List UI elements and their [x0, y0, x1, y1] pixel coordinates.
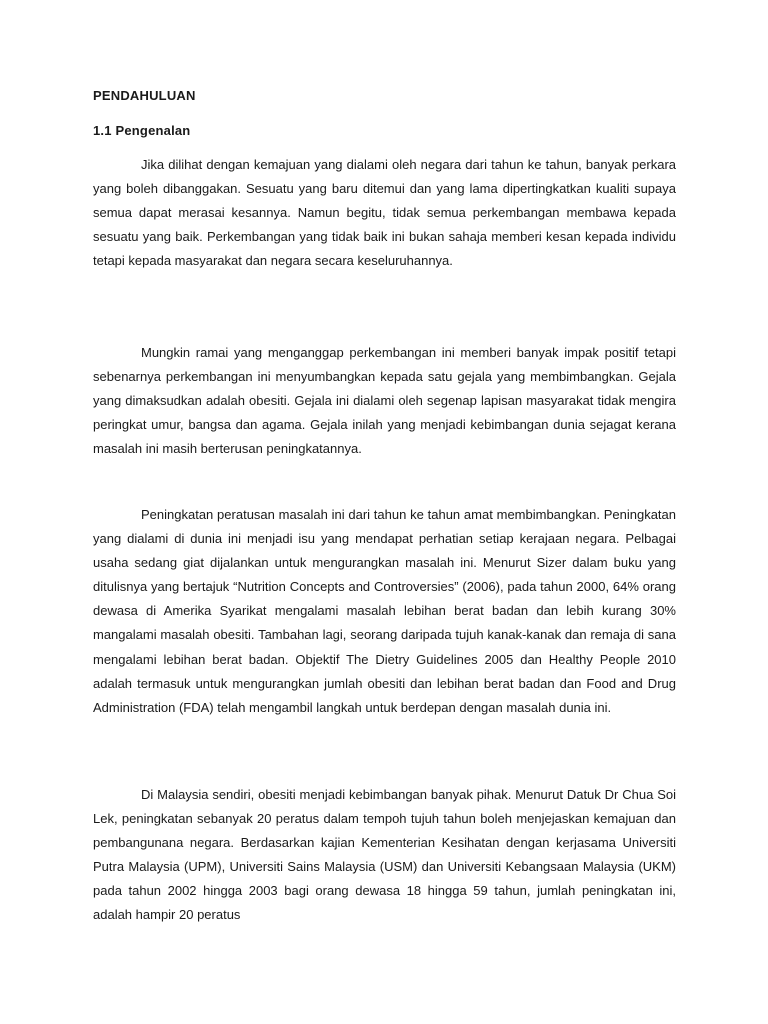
paragraph-1: Jika dilihat dengan kemajuan yang dialami oleh negara dari tahun ke tahun, banyak perkara yang boleh dibanggakan. Sesuatu yang baru ditemui dan yang lama dipertingkatkan kualiti supaya semua dapat merasai kesannya. Namun begitu, tidak semua perkembangan membawa kepada sesuatu yang baik. Perkembangan yang tidak baik ini bukan sahaja memberi kesan kepada individu tetapi kepada masyarakat dan negara secara keseluruhannya.: [93, 157, 676, 269]
section-heading: 1.1 Pengenalan: [93, 123, 191, 138]
paragraph-3: Peningkatan peratusan masalah ini dari tahun ke tahun amat membimbangkan. Peningkatan yang dialami di dunia ini menjadi isu yang mendapat perhatian setiap kerajaan negara. Pelbagai usaha sedang giat dijalankan untuk mengurangkan masalah ini. Menurut Sizer dalam buku yang ditulisnya yang bertajuk “Nutrition Concepts and Controversies” (2006), pada tahun 2000, 64% orang dewasa di Amerika Syarikat mengalami masalah lebihan berat badan dan lebih kurang 30% mangalami masalah obesiti. Tambahan lagi, seorang daripada tujuh kanak-kanak dan remaja di sana mengalami lebihan berat badan. Objektif The Dietry Guidelines 2005 dan Healthy People 2010 adalah termasuk untuk mengurangkan jumlah obesiti dan lebihan berat badan dan Food and Drug Administration (FDA) telah mengambil langkah untuk berdepan dengan masalah dunia ini.: [93, 507, 676, 715]
paragraph-4: Di Malaysia sendiri, obesiti menjadi kebimbangan banyak pihak. Menurut Datuk Dr Chua Soi Lek, peningkatan sebanyak 20 peratus dalam tempoh tujuh tahun boleh menjejaskan kemajuan dan pembangunana negara. Berdasarkan kajian Kementerian Kesihatan dengan kerjasama Universiti Putra Malaysia (UPM), Universiti Sains Malaysia (USM) dan Universiti Kebangsaan Malaysia (UKM) pada tahun 2002 hingga 2003 bagi orang dewasa 18 hingga 59 tahun, jumlah peningkatan ini, adalah hampir 20 peratus: [93, 787, 676, 923]
page-title: PENDAHULUAN: [93, 88, 196, 103]
paragraph-2: Mungkin ramai yang menganggap perkembangan ini memberi banyak impak positif tetapi sebenarnya perkembangan ini menyumbangkan kepada satu gejala yang membimbangkan. Gejala yang dimaksudkan adalah obesiti. Gejala ini dialami oleh segenap lapisan masyarakat tidak mengira peringkat umur, bangsa dan agama. Gejala inilah yang menjadi kebimbangan dunia sejagat kerana masalah ini masih berterusan peningkatannya.: [93, 345, 676, 457]
